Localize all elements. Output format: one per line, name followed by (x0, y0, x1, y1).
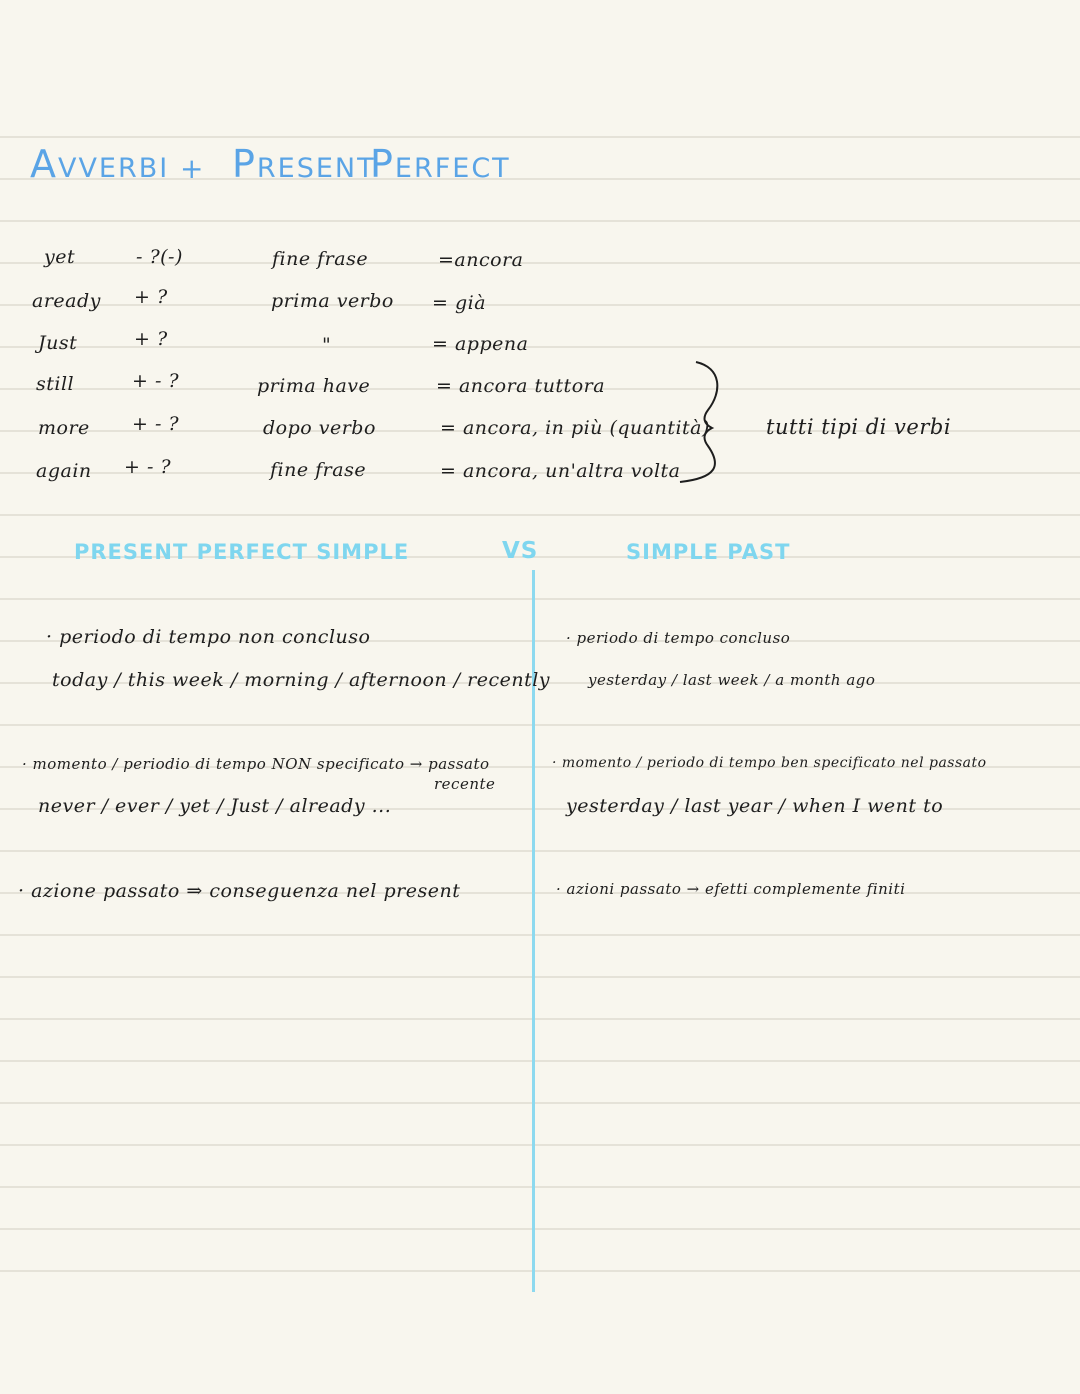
adverb-position: prima have (257, 375, 371, 397)
title-plus: + (180, 152, 206, 185)
heading-vs: VS (502, 538, 539, 564)
adverb-signs: + - ? (132, 413, 180, 435)
adverb-position: dopo verbo (263, 417, 376, 439)
adverb-word: aready (32, 290, 101, 312)
adverb-meaning: = ancora, un'altra volta (440, 460, 681, 482)
adverb-word: yet (44, 246, 76, 268)
adverb-signs: + ? (134, 286, 168, 308)
right-point: · azioni passato → efetti complemente finiti (556, 880, 906, 898)
adverb-meaning: = appena (432, 333, 529, 355)
left-point: · azione passato ⇒ conseguenza nel present (18, 880, 461, 902)
adverb-signs: - ?(-) (136, 246, 183, 268)
left-examples: today / this week / morning / afternoon / recently (52, 669, 551, 691)
adverb-word: Just (38, 332, 78, 354)
adverb-signs: + - ? (124, 456, 172, 478)
brace-note: tutti tipi di verbi (766, 415, 952, 439)
left-point-continued: recente (434, 775, 496, 793)
adverb-signs: + - ? (132, 370, 180, 392)
adverb-word: again (36, 460, 92, 482)
adverb-meaning: =ancora (438, 249, 524, 271)
adverb-word: still (36, 373, 75, 395)
title-present: Present (232, 142, 376, 186)
heading-present-perfect: PRESENT PERFECT SIMPLE (74, 540, 410, 564)
heading-simple-past: SIMPLE PAST (626, 540, 791, 564)
right-examples: yesterday / last week / a month ago (588, 671, 876, 689)
adverb-position: fine frase (270, 459, 367, 481)
adverb-word: more (38, 417, 90, 439)
left-point: · periodo di tempo non concluso (46, 626, 371, 648)
left-point: · momento / periodio di tempo NON specificato → passato (22, 755, 490, 773)
title-perfect: Perfect (370, 142, 511, 186)
right-point: · periodo di tempo concluso (566, 629, 791, 647)
adverb-meaning: = già (432, 292, 487, 314)
adverb-signs: + ? (134, 328, 168, 350)
adverb-meaning: = ancora, in più (quantità) (440, 417, 710, 439)
adverb-position: fine frase (272, 248, 369, 270)
adverb-position: " (322, 334, 332, 356)
right-examples: yesterday / last year / when I went to (566, 795, 944, 817)
adverb-position: prima verbo (271, 290, 394, 312)
adverb-meaning: = ancora tuttora (436, 375, 606, 397)
left-examples: never / ever / yet / Just / already ... (38, 795, 392, 817)
right-point: · momento / periodo di tempo ben specificato nel passato (552, 755, 987, 771)
title-avverbi: Avverbi (30, 142, 170, 186)
